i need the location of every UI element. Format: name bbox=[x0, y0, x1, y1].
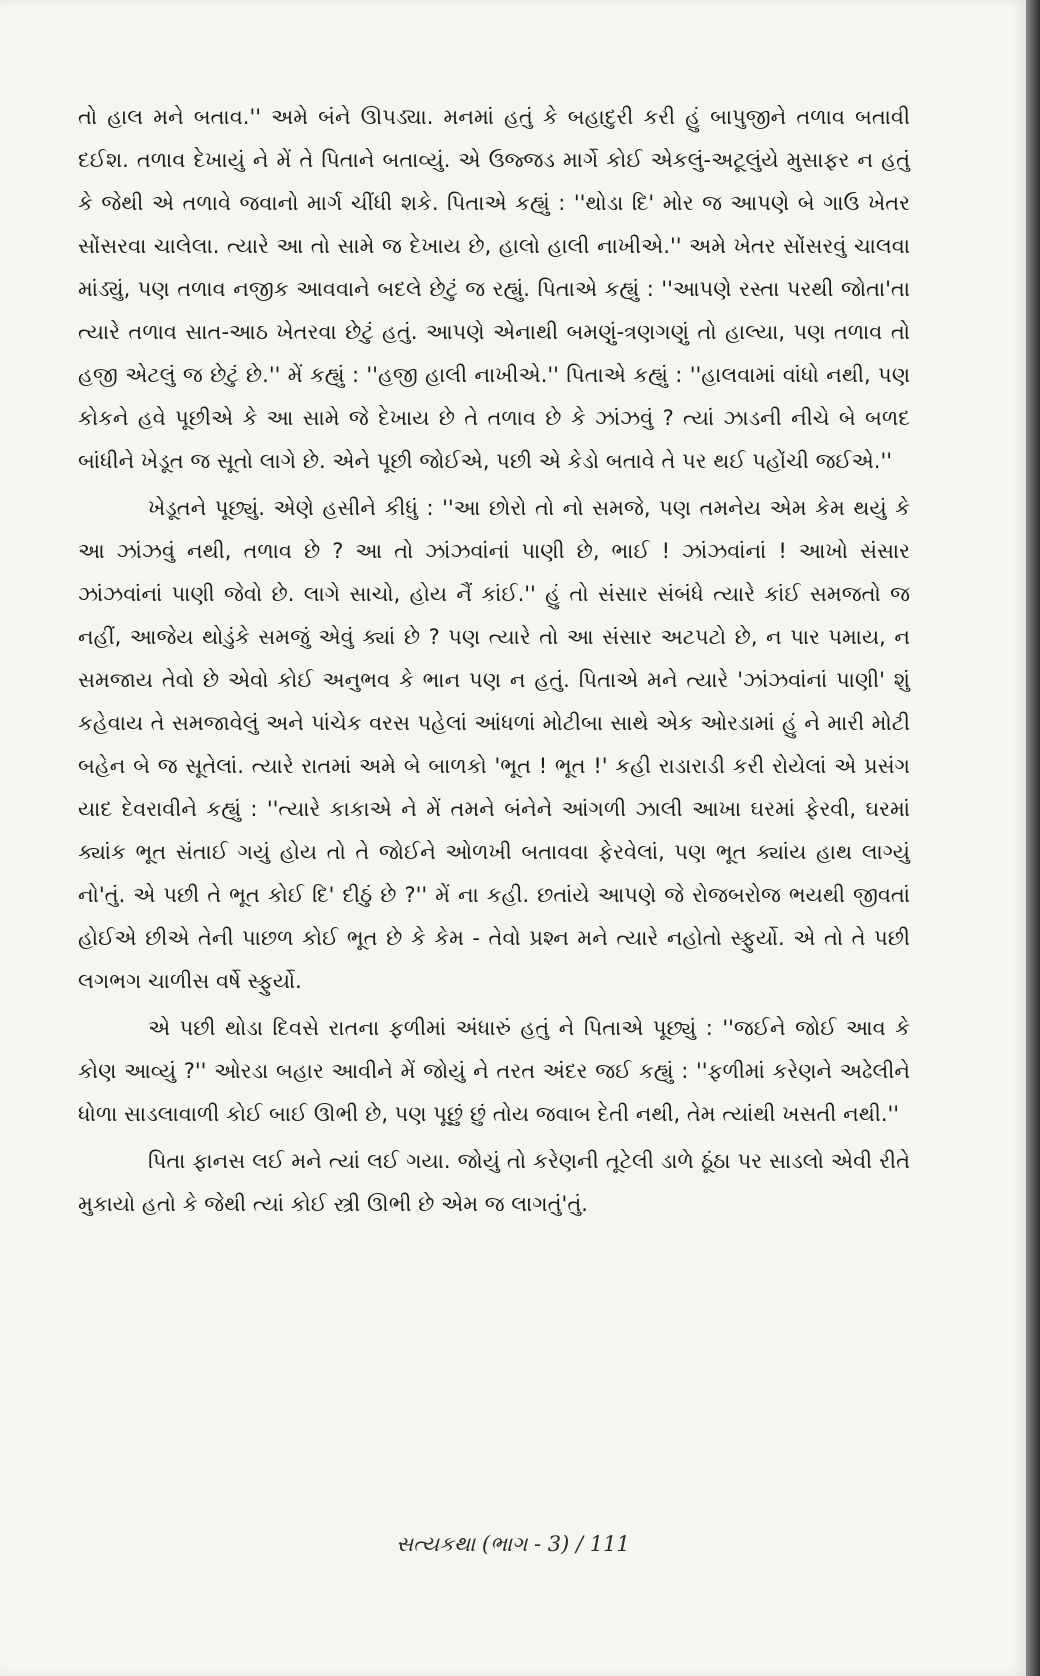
paragraph-4: પિતા ફાનસ લઈ મને ત્યાં લઈ ગયા. જોયું તો કરેણની તૂટેલી ડાળે ઠૂંઠા પર સાડલો એવી રીતે મુકાયો હતો કે જેથી ત્યાં કોઈ સ્ત્રી ઊભી છે એમ જ લાગતું'તું. bbox=[78, 1149, 910, 1216]
paragraph-1: તો હાલ મને બતાવ.'' અમે બંને ઊપડ્યા. મનમાં હતું કે બહાદુરી કરી હું બાપુજીને તળાવ બતાવી દઈશ. તળાવ દેખાયું ને મેં તે પિતાને બતાવ્યું. એ ઉજ્જડ માર્ગે કોઈ એકલું-અટૂલુંયે મુસાફર ન હતું કે જેથી એ તળાવે જવાનો માર્ગ ચીંધી શકે. પિતાએ કહ્યું : ''થોડા દિ' મોર જ આપણે બે ગાઉ ખેતર સોંસરવા ચાલેલા. ત્યારે આ તો સામે જ દેખાય છે, હાલો હાલી નાખીએ.'' અમે ખેતર સોંસરવું ચાલવા માંડ્યું, પણ તળાવ નજીક આવવાને બદલે છેટું જ રહ્યું. પિતાએ કહ્યું : ''આપણે રસ્તા પરથી જોતા'તા ત્યારે તળાવ સાત-આઠ ખેતરવા છેટું હતું. આપણે એનાથી બમણું-ત્રણગણું તો હાલ્યા, પણ તળાવ તો હજી એટલું જ છેટું છે.'' મેં કહ્યું : ''હજી હાલી નાખીએ.'' પિતાએ કહ્યું : ''હાલવામાં વાંધો નથી, પણ કોકને હવે પૂછીએ કે આ સામે જે દેખાય છે તે તળાવ છે કે ઝાંઝવું ? ત્યાં ઝાડની નીચે બે બળદ બાંધીને ખેડૂત જ સૂતો લાગે છે. એને પૂછી જોઈએ, પછી એ કેડો બતાવે તે પર થઈ પહોંચી જઈએ.'' bbox=[78, 105, 910, 473]
paragraph-2: ખેડૂતને પૂછ્યું. એણે હસીને કીધું : ''આ છોરો તો નો સમજે, પણ તમનેય એમ કેમ થયું કે આ ઝાંઝવું નથી, તળાવ છે ? આ તો ઝાંઝવાંનાં પાણી છે, ભાઈ ! ઝાંઝવાંનાં ! આખો સંસાર ઝાંઝવાંનાં પાણી જેવો છે. લાગે સાચો, હોય નૈં કાંઈ.'' હું તો સંસાર સંબંધે ત્યારે કાંઈ સમજતો જ નહીં, આજેય થોડુંકે સમજું એવું ક્યાં છે ? પણ ત્યારે તો આ સંસાર અટપટો છે, ન પાર પમાય, ન સમજાય તેવો છે એવો કોઈ અનુભવ કે ભાન પણ ન હતું. પિતાએ મને ત્યારે 'ઝાંઝવાંનાં પાણી' શું કહેવાય તે સમજાવેલું અને પાંચેક વરસ પહેલાં આંધળાં મોટીબા સાથે એક ઓરડામાં હું ને મારી મોટી બહેન બે જ સૂતેલાં. ત્યારે રાતમાં અમે બે બાળકો 'ભૂત ! ભૂત !' કહી રાડારાડી કરી રોયેલાં એ પ્રસંગ યાદ દેવરાવીને કહ્યું : ''ત્યારે કાકાએ ને મેં તમને બંનેને આંગળી ઝાલી આખા ઘરમાં ફેરવી, ઘરમાં ક્યાંક ભૂત સંતાઈ ગયું હોય તો તે જોઈને ઓળખી બતાવવા ફેરવેલાં, પણ ભૂત ક્યાંય હાથ લાગ્યું નો'તું. એ પછી તે ભૂત કોઈ દિ' દીઠું છે ?'' મેં ના કહી. છતાંયે આપણે જે રોજબરોજ ભયથી જીવતાં હોઈએ છીએ તેની પાછળ કોઈ ભૂત છે કે કેમ - તેવો પ્રશ્ન મને ત્યારે નહોતો સ્ફુર્યો. એ તો તે પછી લગભગ ચાળીસ વર્ષે સ્ફુર્યો. bbox=[78, 496, 910, 993]
page-footer: સત્યકથા (ભાગ - 3) / 111 bbox=[396, 1532, 630, 1556]
page-edge-shadow bbox=[1026, 0, 1040, 1676]
page-body bbox=[78, 96, 910, 1230]
paragraph-3: એ પછી થોડા દિવસે રાતના ફળીમાં અંધારું હતું ને પિતાએ પૂછ્યું : ''જઈને જોઈ આવ કે કોણ આવ્યું ?'' ઓરડા બહાર આવીને મેં જોયું ને તરત અંદર જઈ કહ્યું : ''ફળીમાં કરેણને અઢેલીને ધોળા સાડલાવાળી કોઈ બાઈ ઊભી છે, પણ પૂછું છું તોય જવાબ દેતી નથી, તેમ ત્યાંથી ખસતી નથી.'' bbox=[78, 1016, 910, 1126]
